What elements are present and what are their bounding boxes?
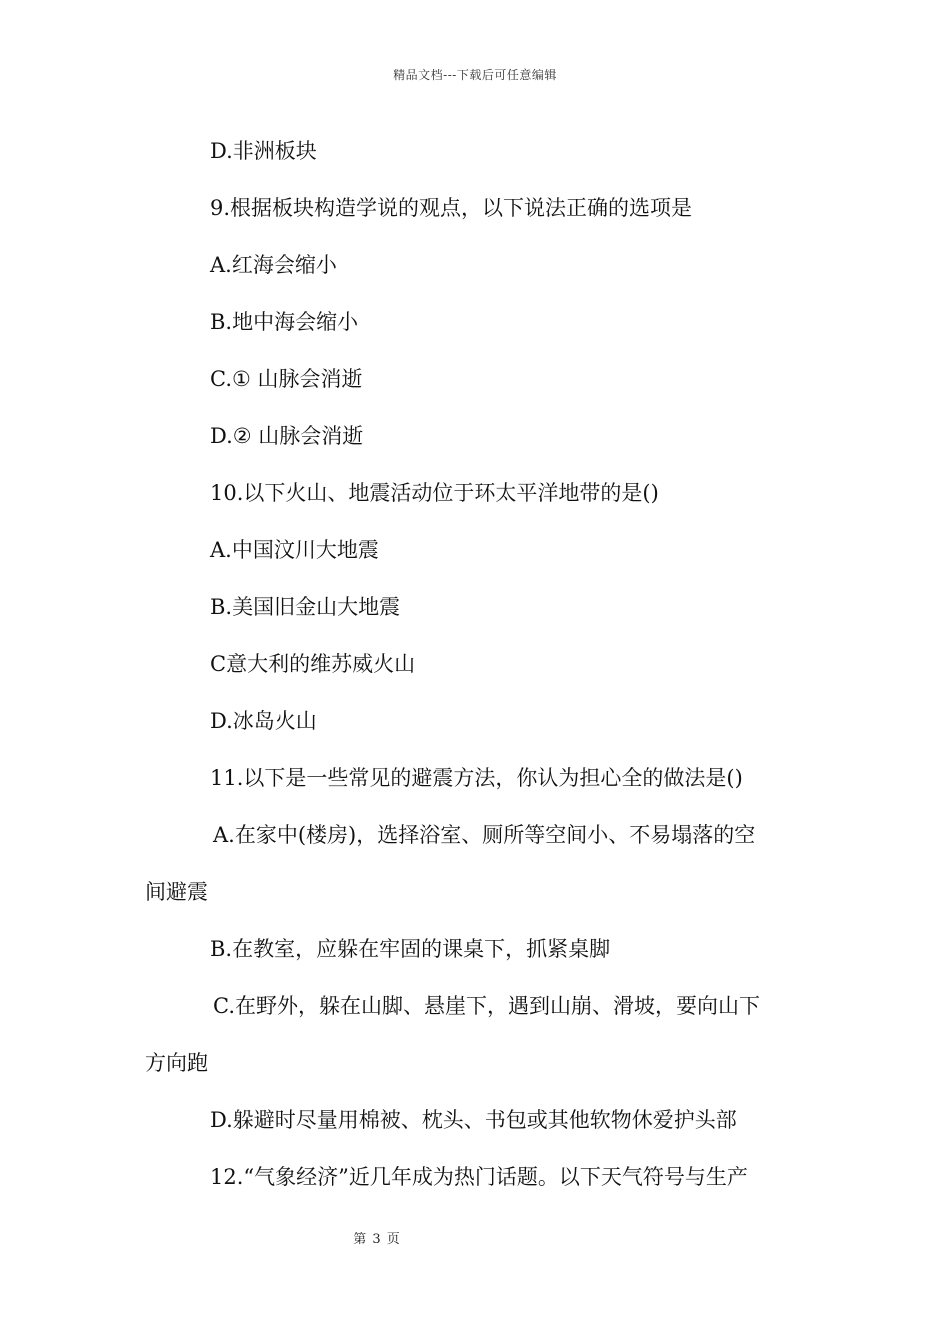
question-11-option-a-line-2: 间避震 (145, 880, 208, 904)
question-10-stem: 10.以下火山、地震活动位于环太平洋地带的是() (210, 481, 659, 505)
question-11-option-b: B.在教室，应躲在牢固的课桌下，抓紧桌脚 (210, 937, 611, 961)
question-8-option-d: D.非洲板块 (210, 139, 317, 163)
question-11-stem: 11.以下是一些常见的避震方法，你认为担心全的做法是() (210, 766, 743, 790)
question-11-option-c-line-1: C.在野外，躲在山脚、悬崖下，遇到山崩、滑坡，要向山下 (213, 994, 760, 1018)
question-9-option-c: C.① 山脉会消逝 (210, 367, 363, 391)
question-10-option-c: C意大利的维苏威火山 (210, 652, 416, 676)
question-10-option-d: D.冰岛火山 (210, 709, 317, 733)
question-12-stem: 12.“气象经济”近几年成为热门话题。以下天气符号与生产 (210, 1165, 748, 1189)
question-10-option-b: B.美国旧金山大地震 (210, 595, 401, 619)
question-9-option-d: D.② 山脉会消逝 (210, 424, 364, 448)
question-9-option-a: A.红海会缩小 (210, 253, 337, 277)
page-number: 第 3 页 (353, 1232, 401, 1247)
question-11-option-d: D.躲避时尽量用棉被、枕头、书包或其他软物休爱护头部 (210, 1108, 737, 1132)
question-9-stem: 9.根据板块构造学说的观点，以下说法正确的选项是 (210, 196, 693, 220)
question-10-option-a: A.中国汶川大地震 (210, 538, 379, 562)
question-11-option-a-line-1: A.在家中(楼房)，选择浴室、厕所等空间小、不易塌落的空 (213, 823, 756, 847)
page-header: 精品文档---下载后可任意编辑 (393, 68, 557, 82)
question-9-option-b: B.地中海会缩小 (210, 310, 359, 334)
question-11-option-c-line-2: 方向跑 (145, 1051, 208, 1075)
